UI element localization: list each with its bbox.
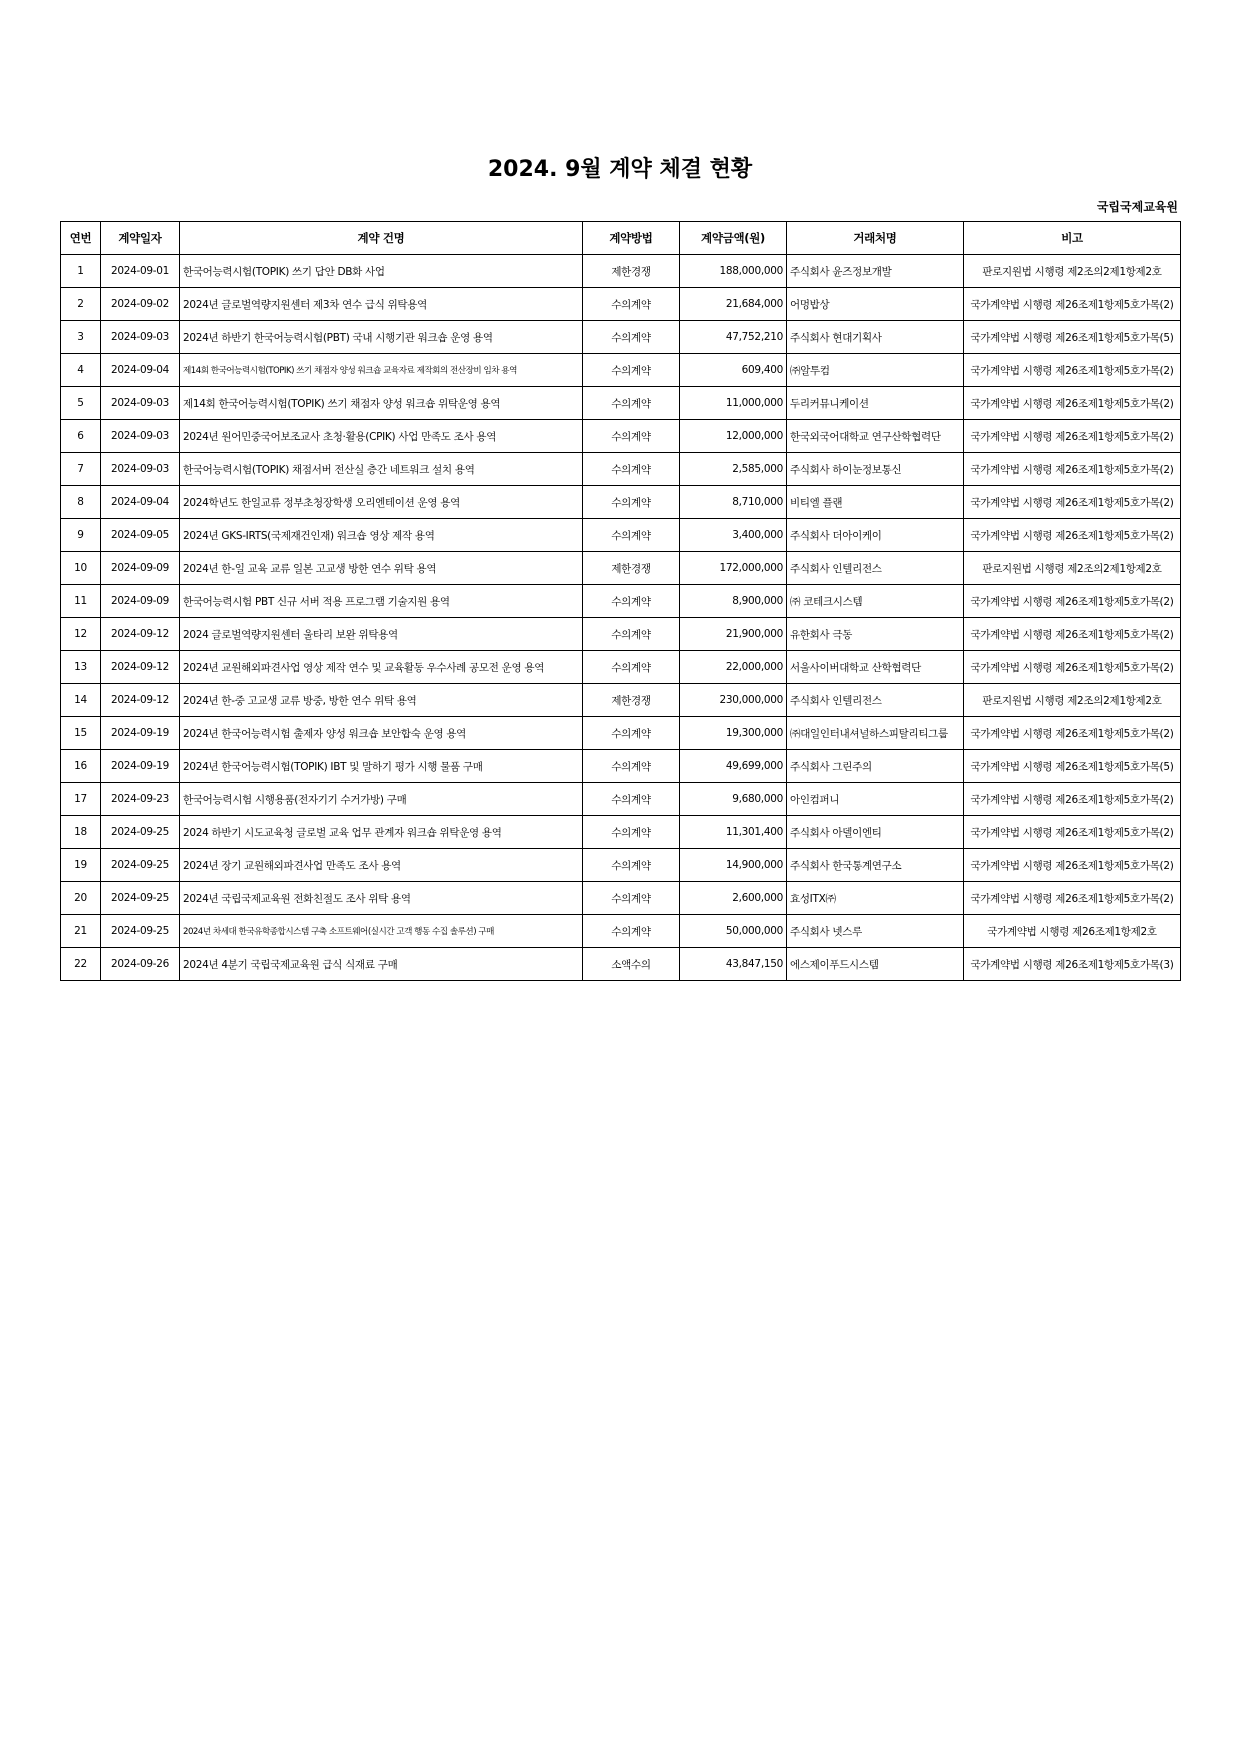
contract-method: 제한경쟁 (583, 255, 680, 288)
contract-date: 2024-09-12 (101, 618, 180, 651)
contract-date: 2024-09-03 (101, 453, 180, 486)
contract-name: 2024년 장기 교원해외파견사업 만족도 조사 용역 (180, 849, 583, 882)
contract-method: 수의계약 (583, 849, 680, 882)
contract-method: 소액수의 (583, 948, 680, 981)
contract-amount: 21,684,000 (680, 288, 787, 321)
contract-amount: 22,000,000 (680, 651, 787, 684)
contract-amount: 8,710,000 (680, 486, 787, 519)
contract-date: 2024-09-09 (101, 552, 180, 585)
contract-date: 2024-09-25 (101, 849, 180, 882)
row-number: 6 (61, 420, 101, 453)
contract-method: 수의계약 (583, 783, 680, 816)
note: 국가계약법 시행령 제26조제1항제5호가목(2) (964, 816, 1181, 849)
contract-amount: 49,699,000 (680, 750, 787, 783)
row-number: 12 (61, 618, 101, 651)
row-number: 5 (61, 387, 101, 420)
table-row (61, 783, 1181, 816)
contract-name: 2024년 원어민중국어보조교사 초청·활용(CPIK) 사업 만족도 조사 용역 (180, 420, 583, 453)
row-number: 18 (61, 816, 101, 849)
column-header-name: 계약 건명 (180, 222, 583, 255)
row-number: 2 (61, 288, 101, 321)
contract-date: 2024-09-01 (101, 255, 180, 288)
note: 국가계약법 시행령 제26조제1항제5호가목(2) (964, 519, 1181, 552)
contract-date: 2024-09-19 (101, 717, 180, 750)
contract-amount: 2,600,000 (680, 882, 787, 915)
column-header-vendor: 거래처명 (787, 222, 964, 255)
contract-name: 2024년 국립국제교육원 전화친절도 조사 위탁 용역 (180, 882, 583, 915)
row-number: 3 (61, 321, 101, 354)
vendor-name: 한국외국어대학교 연구산학협력단 (787, 420, 964, 453)
contract-date: 2024-09-12 (101, 651, 180, 684)
row-number: 9 (61, 519, 101, 552)
contract-name: 2024 하반기 시도교육청 글로벌 교육 업무 관계자 워크숍 위탁운영 용역 (180, 816, 583, 849)
vendor-name: 서울사이버대학교 산학협력단 (787, 651, 964, 684)
contract-date: 2024-09-25 (101, 915, 180, 948)
note: 국가계약법 시행령 제26조제1항제5호가목(2) (964, 453, 1181, 486)
contract-date: 2024-09-25 (101, 882, 180, 915)
table-row (61, 585, 1181, 618)
row-number: 10 (61, 552, 101, 585)
contract-name: 2024년 한국어능력시험(TOPIK) IBT 및 말하기 평가 시행 물품 구매 (180, 750, 583, 783)
contract-date: 2024-09-03 (101, 387, 180, 420)
row-number: 11 (61, 585, 101, 618)
vendor-name: ㈜ 코테크시스템 (787, 585, 964, 618)
contract-method: 수의계약 (583, 651, 680, 684)
table-header-row (61, 222, 1181, 255)
table-row (61, 321, 1181, 354)
contract-method: 수의계약 (583, 354, 680, 387)
row-number: 16 (61, 750, 101, 783)
contract-date: 2024-09-02 (101, 288, 180, 321)
note: 국가계약법 시행령 제26조제1항제5호가목(5) (964, 321, 1181, 354)
contract-amount: 609,400 (680, 354, 787, 387)
vendor-name: 에스제이푸드시스템 (787, 948, 964, 981)
organization-name: 국립국제교육원 (1096, 200, 1178, 214)
vendor-name: 주식회사 넷스루 (787, 915, 964, 948)
contract-name: 2024학년도 한일교류 정부초청장학생 오리엔테이션 운영 용역 (180, 486, 583, 519)
contract-name: 한국어능력시험(TOPIK) 쓰기 답안 DB화 사업 (180, 255, 583, 288)
row-number: 15 (61, 717, 101, 750)
row-number: 4 (61, 354, 101, 387)
vendor-name: 주식회사 인텔리전스 (787, 684, 964, 717)
table-row (61, 750, 1181, 783)
contract-name: 한국어능력시험 PBT 신규 서버 적용 프로그램 기술지원 용역 (180, 585, 583, 618)
contracts-table (60, 221, 1181, 981)
contract-method: 수의계약 (583, 750, 680, 783)
vendor-name: 두리커뮤니케이션 (787, 387, 964, 420)
contract-method: 수의계약 (583, 585, 680, 618)
column-header-method: 계약방법 (583, 222, 680, 255)
row-number: 21 (61, 915, 101, 948)
note: 국가계약법 시행령 제26조제1항제5호가목(2) (964, 783, 1181, 816)
contract-amount: 50,000,000 (680, 915, 787, 948)
note: 국가계약법 시행령 제26조제1항제5호가목(2) (964, 354, 1181, 387)
contract-amount: 12,000,000 (680, 420, 787, 453)
contract-name: 2024 글로벌역량지원센터 울타리 보완 위탁용역 (180, 618, 583, 651)
column-header-amount: 계약금액(원) (680, 222, 787, 255)
table-row (61, 882, 1181, 915)
table-row (61, 552, 1181, 585)
contract-name: 제14회 한국어능력시험(TOPIK) 쓰기 채점자 양성 워크숍 교육자료 제작회의 전산장비 임차 용역 (180, 354, 583, 387)
contract-name: 제14회 한국어능력시험(TOPIK) 쓰기 채점자 양성 워크숍 위탁운영 용역 (180, 387, 583, 420)
note: 국가계약법 시행령 제26조제1항제5호가목(2) (964, 717, 1181, 750)
table-row (61, 387, 1181, 420)
column-header-no: 연번 (61, 222, 101, 255)
contract-amount: 230,000,000 (680, 684, 787, 717)
table-row (61, 915, 1181, 948)
vendor-name: 주식회사 아델이엔티 (787, 816, 964, 849)
table-row (61, 453, 1181, 486)
table-row (61, 519, 1181, 552)
row-number: 13 (61, 651, 101, 684)
table-row (61, 618, 1181, 651)
vendor-name: 유한회사 극동 (787, 618, 964, 651)
column-header-note: 비고 (964, 222, 1181, 255)
row-number: 19 (61, 849, 101, 882)
note: 국가계약법 시행령 제26조제1항제5호가목(2) (964, 882, 1181, 915)
contract-amount: 9,680,000 (680, 783, 787, 816)
contract-name: 한국어능력시험(TOPIK) 채점서버 전산실 층간 네트워크 설치 용역 (180, 453, 583, 486)
vendor-name: 효성ITX㈜ (787, 882, 964, 915)
contract-method: 수의계약 (583, 816, 680, 849)
contract-method: 수의계약 (583, 453, 680, 486)
contract-name: 한국어능력시험 시행용품(전자기기 수거가방) 구매 (180, 783, 583, 816)
contract-method: 수의계약 (583, 519, 680, 552)
table-row (61, 354, 1181, 387)
contract-method: 제한경쟁 (583, 552, 680, 585)
note: 국가계약법 시행령 제26조제1항제5호가목(3) (964, 948, 1181, 981)
note: 국가계약법 시행령 제26조제1항제5호가목(2) (964, 849, 1181, 882)
contract-date: 2024-09-05 (101, 519, 180, 552)
page-title: 2024. 9월 계약 체결 현황 (487, 157, 753, 182)
contract-amount: 11,000,000 (680, 387, 787, 420)
contract-name: 2024년 한-중 고교생 교류 방중, 방한 연수 위탁 용역 (180, 684, 583, 717)
column-header-date: 계약일자 (101, 222, 180, 255)
contract-method: 수의계약 (583, 387, 680, 420)
row-number: 7 (61, 453, 101, 486)
vendor-name: 주식회사 윤즈정보개발 (787, 255, 964, 288)
table-row (61, 288, 1181, 321)
contract-amount: 8,900,000 (680, 585, 787, 618)
contract-name: 2024년 하반기 한국어능력시험(PBT) 국내 시행기관 워크숍 운영 용역 (180, 321, 583, 354)
contract-amount: 43,847,150 (680, 948, 787, 981)
note: 국가계약법 시행령 제26조제1항제5호가목(2) (964, 486, 1181, 519)
contract-name: 2024년 글로벌역량지원센터 제3차 연수 급식 위탁용역 (180, 288, 583, 321)
note: 국가계약법 시행령 제26조제1항제5호가목(2) (964, 585, 1181, 618)
contract-name: 2024년 한국어능력시험 출제자 양성 워크숍 보안합숙 운영 용역 (180, 717, 583, 750)
note: 국가계약법 시행령 제26조제1항제5호가목(2) (964, 387, 1181, 420)
table-row (61, 420, 1181, 453)
contract-amount: 19,300,000 (680, 717, 787, 750)
contract-date: 2024-09-23 (101, 783, 180, 816)
row-number: 22 (61, 948, 101, 981)
row-number: 1 (61, 255, 101, 288)
table-row (61, 651, 1181, 684)
contract-name: 2024년 한-일 교육 교류 일본 고교생 방한 연수 위탁 용역 (180, 552, 583, 585)
note: 국가계약법 시행령 제26조제1항제5호가목(2) (964, 420, 1181, 453)
contract-method: 수의계약 (583, 618, 680, 651)
contract-name: 2024년 차세대 한국유학종합시스템 구축 소프트웨어(실시간 고객 행동 수집 솔루션) 구매 (180, 915, 583, 948)
table-row (61, 948, 1181, 981)
contract-date: 2024-09-03 (101, 420, 180, 453)
row-number: 14 (61, 684, 101, 717)
contract-date: 2024-09-12 (101, 684, 180, 717)
note: 판로지원법 시행령 제2조의2제1항제2호 (964, 255, 1181, 288)
contract-method: 수의계약 (583, 420, 680, 453)
note: 국가계약법 시행령 제26조제1항제5호가목(5) (964, 750, 1181, 783)
vendor-name: 주식회사 그린주의 (787, 750, 964, 783)
row-number: 17 (61, 783, 101, 816)
contract-method: 수의계약 (583, 486, 680, 519)
note: 판로지원법 시행령 제2조의2제1항제2호 (964, 684, 1181, 717)
table-row (61, 684, 1181, 717)
contract-date: 2024-09-04 (101, 486, 180, 519)
contract-amount: 14,900,000 (680, 849, 787, 882)
contract-method: 수의계약 (583, 321, 680, 354)
table-row (61, 255, 1181, 288)
contract-method: 제한경쟁 (583, 684, 680, 717)
contract-name: 2024년 교원해외파견사업 영상 제작 연수 및 교육활동 우수사례 공모전 운영 용역 (180, 651, 583, 684)
contract-amount: 188,000,000 (680, 255, 787, 288)
contract-name: 2024년 GKS-IRTS(국제재건인재) 워크숍 영상 제작 용역 (180, 519, 583, 552)
vendor-name: ㈜대일인터내셔널하스피탈리티그룹 (787, 717, 964, 750)
note: 국가계약법 시행령 제26조제1항제5호가목(2) (964, 651, 1181, 684)
vendor-name: 주식회사 한국통계연구소 (787, 849, 964, 882)
table-row (61, 849, 1181, 882)
vendor-name: 아인컴퍼니 (787, 783, 964, 816)
note: 국가계약법 시행령 제26조제1항제2호 (964, 915, 1181, 948)
contract-amount: 172,000,000 (680, 552, 787, 585)
note: 국가계약법 시행령 제26조제1항제5호가목(2) (964, 618, 1181, 651)
table-row (61, 486, 1181, 519)
contract-method: 수의계약 (583, 717, 680, 750)
vendor-name: 주식회사 하이눈정보통신 (787, 453, 964, 486)
table-row (61, 816, 1181, 849)
vendor-name: 주식회사 인텔리전스 (787, 552, 964, 585)
contract-method: 수의계약 (583, 915, 680, 948)
contract-date: 2024-09-19 (101, 750, 180, 783)
contract-method: 수의계약 (583, 882, 680, 915)
contract-amount: 21,900,000 (680, 618, 787, 651)
contract-method: 수의계약 (583, 288, 680, 321)
vendor-name: 주식회사 현대기획사 (787, 321, 964, 354)
contract-name: 2024년 4분기 국립국제교육원 급식 식재료 구매 (180, 948, 583, 981)
vendor-name: 비티엘 플랜 (787, 486, 964, 519)
vendor-name: 주식회사 더아이케이 (787, 519, 964, 552)
contract-date: 2024-09-09 (101, 585, 180, 618)
contract-amount: 11,301,400 (680, 816, 787, 849)
note: 판로지원법 시행령 제2조의2제1항제2호 (964, 552, 1181, 585)
vendor-name: 어멍밥상 (787, 288, 964, 321)
vendor-name: ㈜알투컴 (787, 354, 964, 387)
table-row (61, 717, 1181, 750)
row-number: 8 (61, 486, 101, 519)
row-number: 20 (61, 882, 101, 915)
note: 국가계약법 시행령 제26조제1항제5호가목(2) (964, 288, 1181, 321)
contract-date: 2024-09-25 (101, 816, 180, 849)
contract-amount: 47,752,210 (680, 321, 787, 354)
contract-amount: 2,585,000 (680, 453, 787, 486)
contract-date: 2024-09-03 (101, 321, 180, 354)
contract-date: 2024-09-04 (101, 354, 180, 387)
contract-date: 2024-09-26 (101, 948, 180, 981)
contract-amount: 3,400,000 (680, 519, 787, 552)
